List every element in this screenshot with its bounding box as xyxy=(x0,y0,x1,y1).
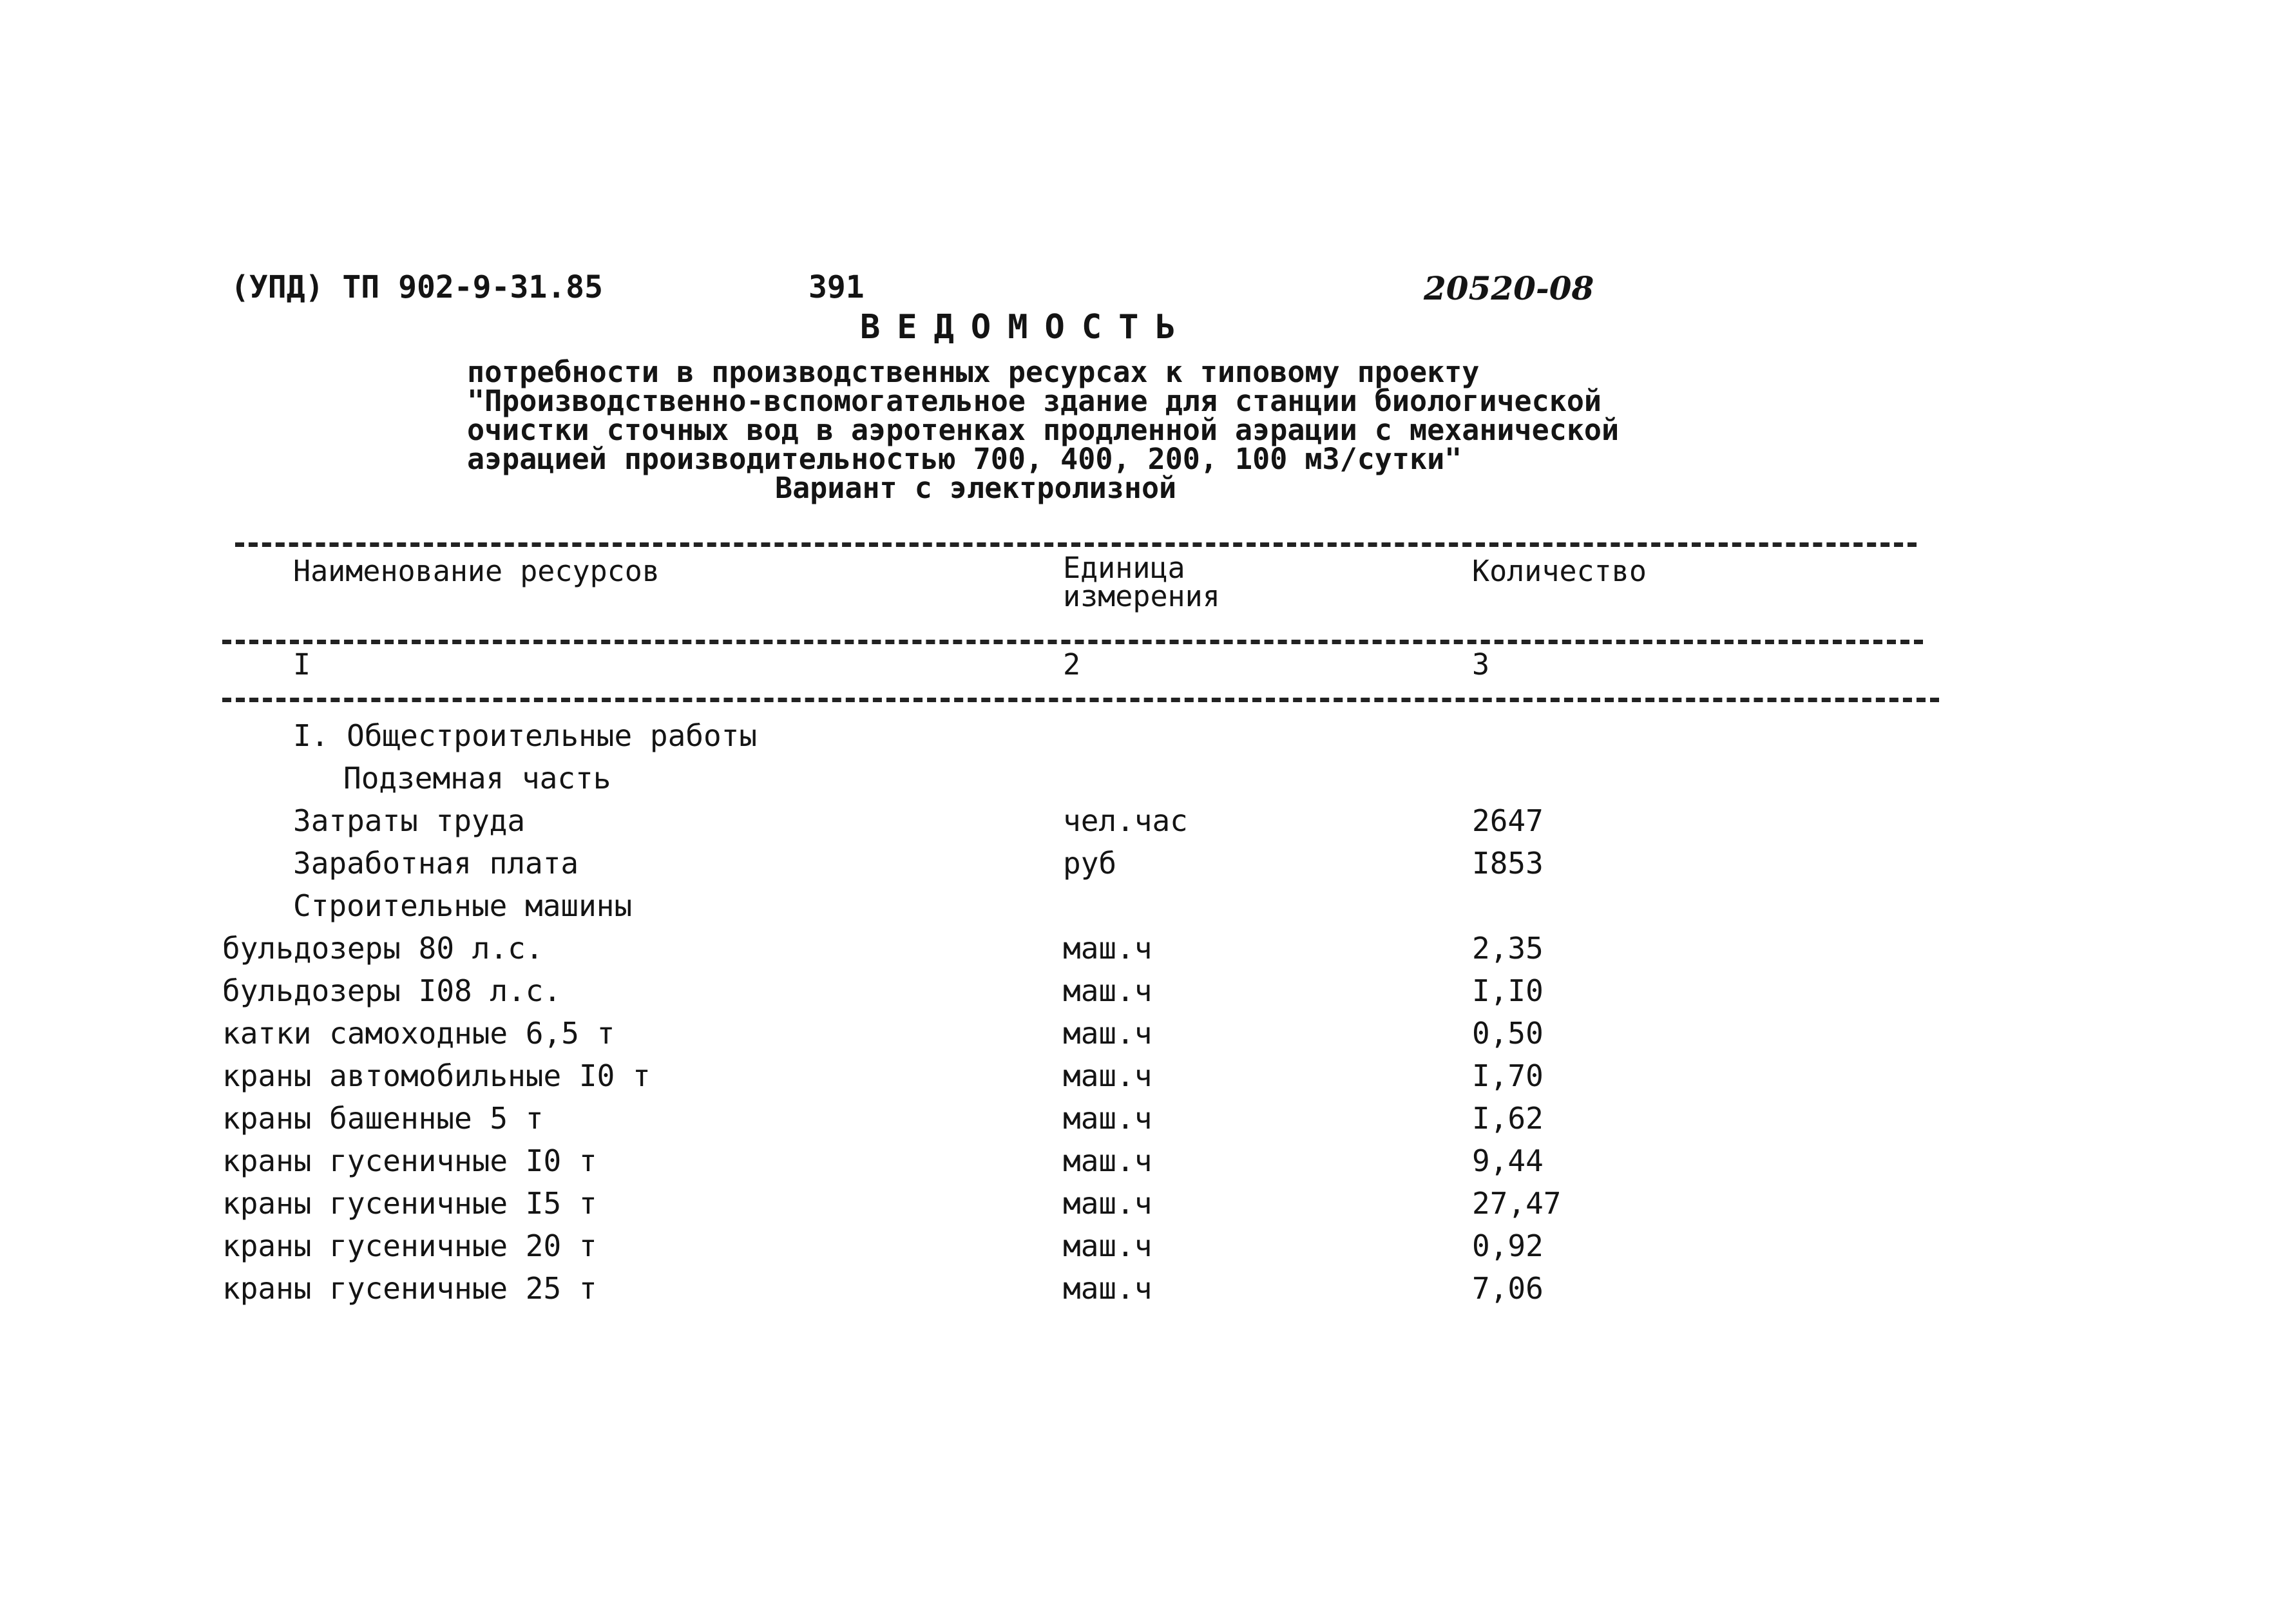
row-name: Заработная плата xyxy=(293,846,579,881)
row-unit: маш.ч xyxy=(1063,1058,1152,1093)
row-name: бульдозеры 80 л.с. xyxy=(222,931,544,966)
table-row xyxy=(0,1058,2276,1101)
row-qty: 2,35 xyxy=(1472,931,1544,966)
table-top-divider xyxy=(235,542,1917,547)
row-name: I. Общестроительные работы xyxy=(293,718,758,753)
column-header-unit xyxy=(1063,551,1220,613)
row-qty: 2647 xyxy=(1472,803,1544,838)
row-qty: 27,47 xyxy=(1472,1186,1562,1221)
table-header-divider xyxy=(222,640,1923,644)
row-qty: 9,44 xyxy=(1472,1143,1544,1178)
column-header-name: Наименование ресурсов xyxy=(293,554,660,588)
row-qty: I,62 xyxy=(1472,1101,1544,1136)
subtitle-line: аэрацией производительностью 700, 400, 200, 100 м3/сутки" xyxy=(467,442,1462,476)
column-header-unit-line: измерения xyxy=(1063,579,1220,613)
table-row xyxy=(0,1143,2276,1186)
table-row xyxy=(0,761,2276,803)
subtitle-line: "Производственно-вспомогательное здание для станции биологической xyxy=(467,384,1602,418)
column-header-unit-line: Единица xyxy=(1063,551,1185,585)
registration-stamp: 20520-08 xyxy=(1424,269,1594,307)
table-numbers-divider xyxy=(222,698,1939,702)
row-name: краны гусеничные I5 т xyxy=(222,1186,597,1221)
table-row xyxy=(0,973,2276,1016)
table-row xyxy=(0,803,2276,846)
row-name: катки самоходные 6,5 т xyxy=(222,1016,615,1051)
row-name: бульдозеры I08 л.с. xyxy=(222,973,562,1008)
row-unit: маш.ч xyxy=(1063,1016,1152,1051)
row-name: Строительные машины xyxy=(293,888,633,923)
row-name: краны автомобильные I0 т xyxy=(222,1058,651,1093)
document-code: (УПД) ТП 902-9-31.85 xyxy=(231,269,603,305)
row-unit: маш.ч xyxy=(1063,1101,1152,1136)
table-row xyxy=(0,1271,2276,1314)
column-number: 3 xyxy=(1472,647,1490,682)
document-title: ВЕДОМОСТЬ xyxy=(860,308,1192,347)
table-row xyxy=(0,846,2276,888)
document-subtitle xyxy=(467,355,1620,505)
table-row xyxy=(0,1228,2276,1271)
row-qty: I,I0 xyxy=(1472,973,1544,1008)
row-qty: I853 xyxy=(1472,846,1544,881)
subtitle-variant: Вариант с электролизной xyxy=(775,471,1177,505)
page-number: 391 xyxy=(808,269,865,305)
row-unit: маш.ч xyxy=(1063,1228,1152,1263)
row-name: Подземная часть xyxy=(343,761,611,796)
row-qty: 0,50 xyxy=(1472,1016,1544,1051)
row-unit: маш.ч xyxy=(1063,973,1152,1008)
table-row xyxy=(0,888,2276,931)
row-name: краны гусеничные 20 т xyxy=(222,1228,597,1263)
row-name: краны гусеничные 25 т xyxy=(222,1271,597,1306)
table-row xyxy=(0,1016,2276,1058)
row-unit: маш.ч xyxy=(1063,1271,1152,1306)
row-unit: чел.час xyxy=(1063,803,1188,838)
column-header-qty: Количество xyxy=(1472,554,1647,588)
table-row xyxy=(0,1186,2276,1228)
subtitle-line: потребности в производственных ресурсах к типовому проекту xyxy=(467,355,1480,389)
row-unit: маш.ч xyxy=(1063,931,1152,966)
column-number: 2 xyxy=(1063,647,1081,682)
row-unit: маш.ч xyxy=(1063,1186,1152,1221)
row-name: Затраты труда xyxy=(293,803,526,838)
table-row xyxy=(0,931,2276,973)
subtitle-line: очистки сточных вод в аэротенках продленной аэрации с механической xyxy=(467,413,1620,447)
column-number: I xyxy=(293,647,311,682)
row-qty: I,70 xyxy=(1472,1058,1544,1093)
row-unit: маш.ч xyxy=(1063,1143,1152,1178)
row-qty: 0,92 xyxy=(1472,1228,1544,1263)
row-unit: руб xyxy=(1063,846,1117,881)
table-row xyxy=(0,1101,2276,1143)
table-row xyxy=(0,718,2276,761)
row-name: краны гусеничные I0 т xyxy=(222,1143,597,1178)
row-qty: 7,06 xyxy=(1472,1271,1544,1306)
row-name: краны башенные 5 т xyxy=(222,1101,544,1136)
